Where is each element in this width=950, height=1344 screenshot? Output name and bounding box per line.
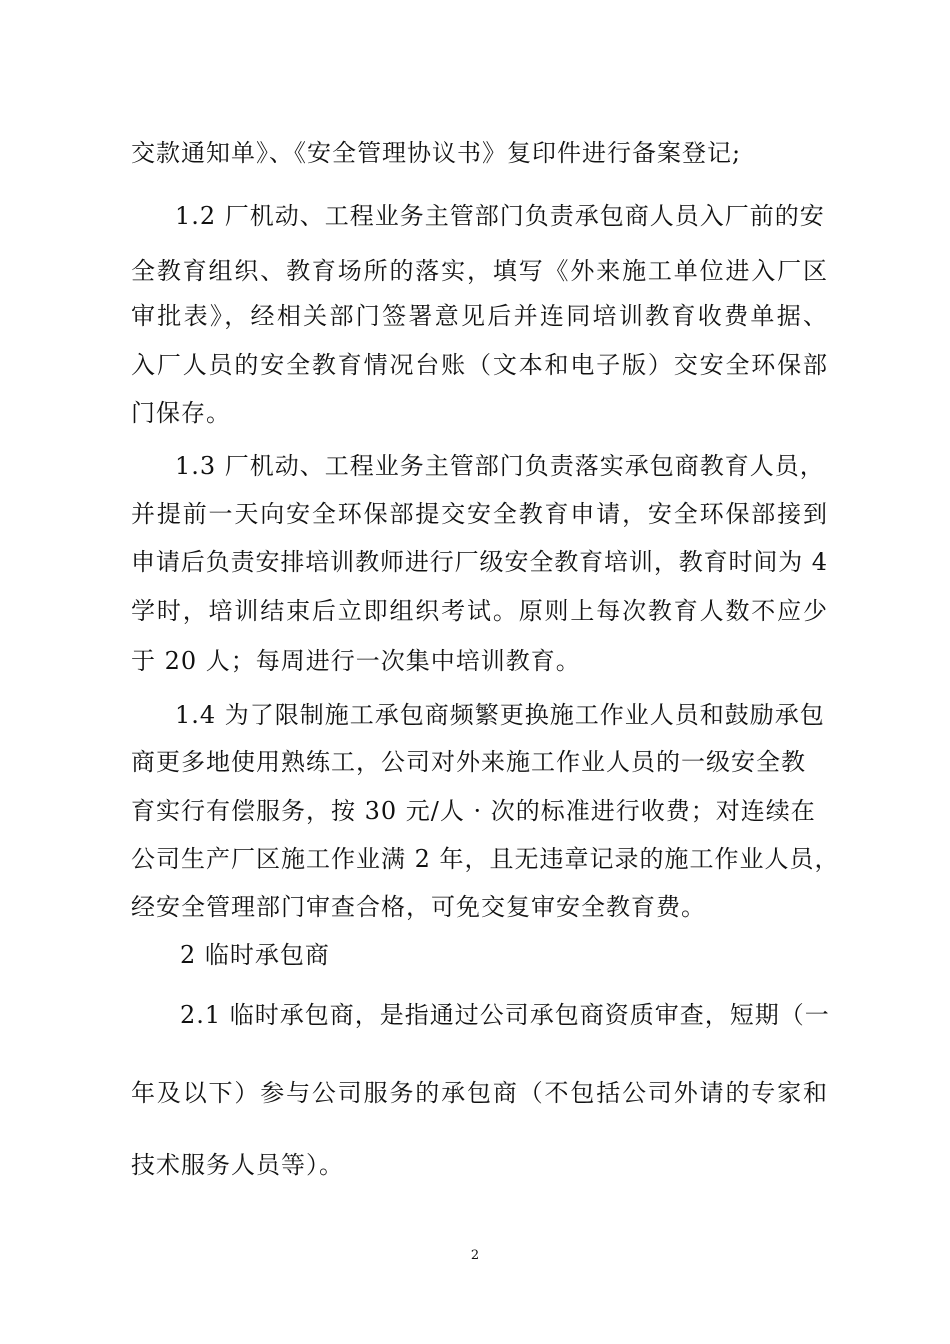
paragraph-line: 商更多地使用熟练工，公司对外来施工作业人员的一级安全教: [131, 748, 806, 776]
paragraph-line: 公司生产厂区施工作业满 2 年，且无违章记录的施工作业人员，: [131, 845, 840, 873]
paragraph-line: 全教育组织、教育场所的落实，填写《外来施工单位进入厂区: [131, 257, 827, 285]
paragraph-line: 于 20 人；每周进行一次集中培训教育。: [131, 647, 581, 675]
paragraph-line: 育实行有偿服务，按 30 元/人 · 次的标准进行收费；对连续在: [131, 797, 816, 825]
section-heading: 2 临时承包商: [180, 941, 330, 969]
paragraph-line: 入厂人员的安全教育情况台账（文本和电子版）交安全环保部: [131, 351, 827, 379]
paragraph-line: 2.1 临时承包商，是指通过公司承包商资质审查，短期（一: [180, 1001, 830, 1029]
paragraph-line: 经安全管理部门审查合格，可免交复审安全教育费。: [131, 893, 706, 921]
paragraph-line: 并提前一天向安全环保部提交安全教育申请，安全环保部接到: [131, 500, 827, 528]
paragraph-line: 1.3 厂机动、工程业务主管部门负责落实承包商教育人员，: [175, 452, 825, 480]
paragraph-line: 审批表》，经相关部门签署意见后并连同培训教育收费单据、: [131, 302, 827, 330]
paragraph-line: 1.2 厂机动、工程业务主管部门负责承包商人员入厂前的安: [175, 202, 825, 230]
paragraph-line: 年及以下）参与公司服务的承包商（不包括公司外请的专家和: [131, 1079, 827, 1107]
paragraph-line: 交款通知单》、《安全管理协议书》复印件进行备案登记;: [131, 139, 742, 167]
page-number: 2: [470, 1248, 480, 1263]
paragraph-line: 门保存。: [131, 399, 231, 427]
paragraph-line: 学时，培训结束后立即组织考试。原则上每次教育人数不应少: [131, 597, 827, 625]
paragraph-line: 技术服务人员等）。: [131, 1151, 344, 1179]
paragraph-line: 1.4 为了限制施工承包商频繁更换施工作业人员和鼓励承包: [175, 701, 825, 729]
paragraph-line: 申请后负责安排培训教师进行厂级安全教育培训，教育时间为 4: [131, 548, 827, 576]
